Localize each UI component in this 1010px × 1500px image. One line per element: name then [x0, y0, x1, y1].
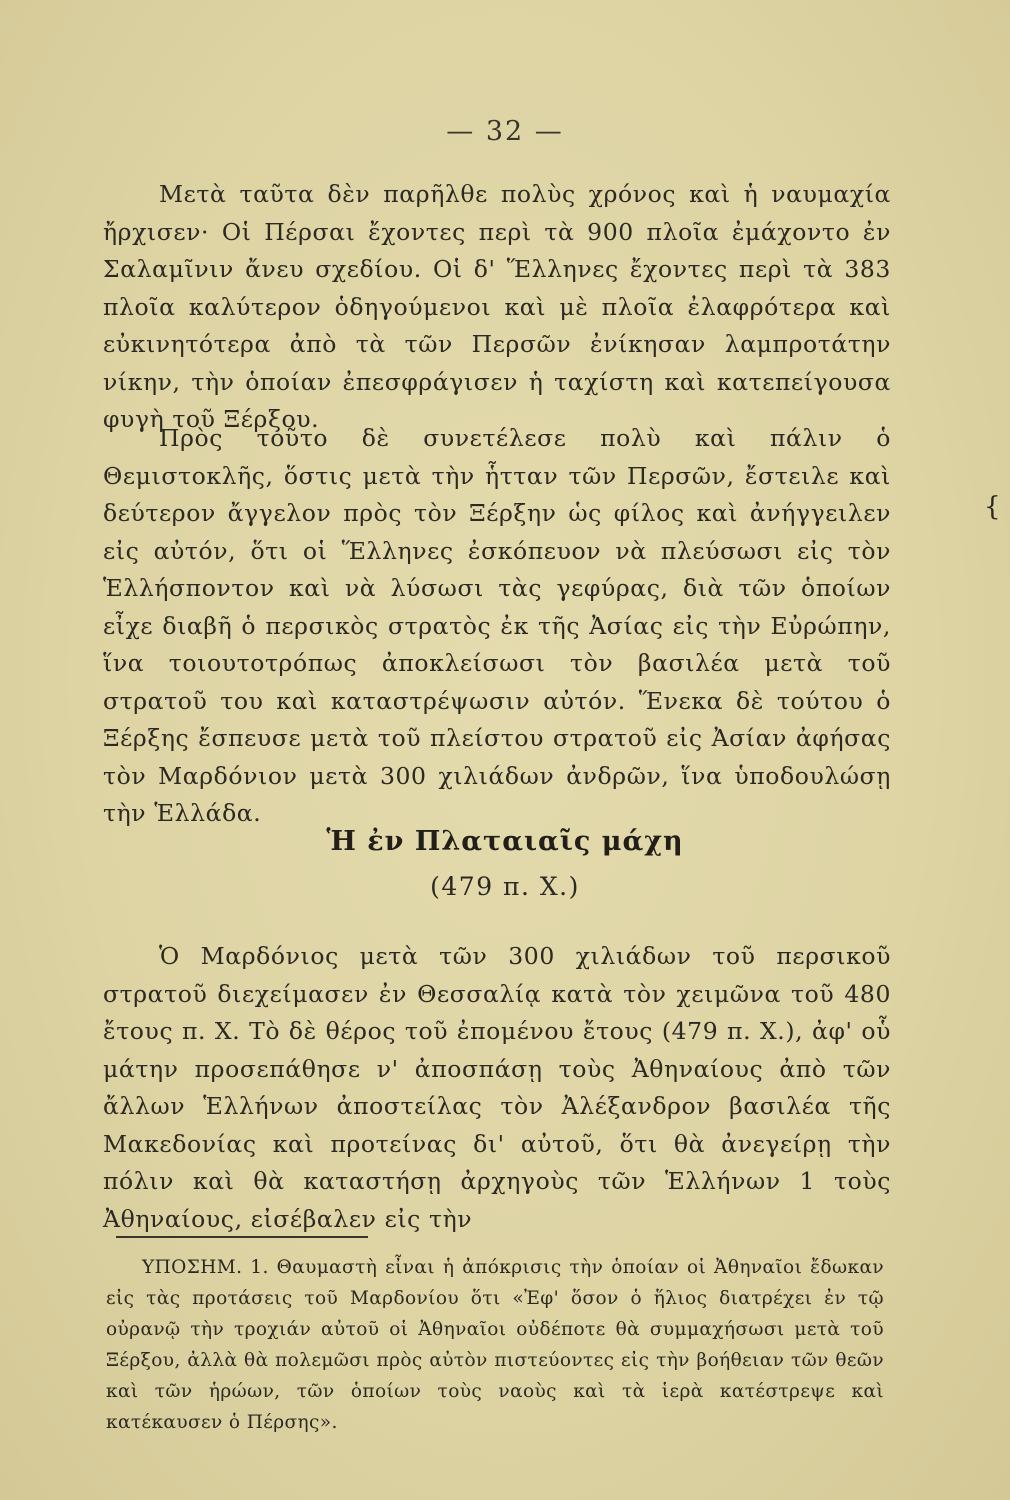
margin-brace-mark: { [984, 492, 1001, 522]
page-number: — 32 — [446, 116, 564, 147]
paragraph-text: Ὁ Μαρδόνιος μετὰ τῶν 300 χιλιάδων τοῦ περσικοῦ στρατοῦ διεχείμασεν ἐν Θεσσαλίᾳ κατὰ τὸν χειμῶνα τοῦ 480 ἔτους π. Χ. Τὸ δὲ θέρος τοῦ ἐπομένου ἔτους (479 π. Χ.), ἀφ' οὗ μάτην προσεπάθησε ν' ἀποσπάσῃ τοὺς Ἀθηναίους ἀπὸ τῶν ἄλλων Ἑλλήνων ἀποστείλας τὸν Ἀλέξανδρον βασιλέα τῆς Μακεδονίας καὶ προτείνας δι' αὐτοῦ, ὅτι θὰ ἀνεγείρῃ τὴν πόλιν καὶ θὰ καταστήσῃ ἀρχηγοὺς τῶν Ἑλλήνων 1 τοὺς Ἀθηναίους, εἰσέβαλεν εἰς τὴν [103, 942, 891, 1233]
paragraph-text: Μετὰ ταῦτα δὲν παρῆλθε πολὺς χρόνος καὶ ἡ ναυμαχία ἤρχισεν· Οἱ Πέρσαι ἔχοντες περὶ τὰ 900 πλοῖα ἐμάχοντο ἐν Σαλαμῖνιν ἄνευ σχεδίου. Οἱ δ' Ἕλληνες ἔχοντες περὶ τὰ 383 πλοῖα καλύτερον ὁδηγούμενοι καὶ μὲ πλοῖα ἐλαφρότερα καὶ εὐκινητότερα ἀπὸ τὰ τῶν Περσῶν ἐνίκησαν λαμπροτάτην νίκην, τὴν ὁποίαν ἐπεσφράγισεν ἡ ταχίστη καὶ κατεπείγουσα φυγὴ τοῦ Ξέρξου. [103, 180, 891, 433]
footnote [106, 1252, 884, 1438]
paragraph-text: Πρὸς τοῦτο δὲ συνετέλεσε πολὺ καὶ πάλιν ὁ Θεμιστοκλῆς, ὅστις μετὰ τὴν ἧτταν τῶν Περσῶν, ἔστειλε καὶ δεύτερον ἄγγελον πρὸς τὸν Ξέρξην ὡς φίλος καὶ ἀνήγγειλεν εἰς αὐτόν, ὅτι οἱ Ἕλληνες ἐσκόπευον νὰ πλεύσωσι εἰς τὸν Ἑλλήσποντον καὶ νὰ λύσωσι τὰς γεφύρας, διὰ τῶν ὁποίων εἶχε διαβῆ ὁ περσικὸς στρατὸς ἐκ τῆς Ἀσίας εἰς τὴν Εὐρώπην, ἵνα τοιουτοτρόπως ἀποκλείσωσι τὸν βασιλέα μετὰ τοῦ στρατοῦ του καὶ καταστρέψωσιν αὐτόν. Ἕνεκα δὲ τούτου ὁ Ξέρξης ἔσπευσε μετὰ τοῦ πλείστου στρατοῦ εἰς Ἀσίαν ἀφήσας τὸν Μαρδόνιον μετὰ 300 χιλιάδων ἀνδρῶν, ἵνα ὑποδουλώσῃ τὴν Ἑλλάδα. [103, 424, 891, 827]
section-title: Ἡ ἐν Πλαταιαῖς μάχη [326, 826, 684, 857]
paragraph-mardonius [103, 938, 891, 1238]
paragraph-salamis-battle [103, 176, 891, 439]
section-date: (479 π. Χ.) [430, 872, 580, 901]
footnote-text: ΥΠΟΣΗΜ. 1. Θαυμαστὴ εἶναι ἡ ἀπόκρισις τὴν ὁποίαν οἱ Ἀθηναῖοι ἔδωκαν εἰς τὰς προτάσεις τοῦ Μαρδονίου ὅτι «Ἐφ' ὅσον ὁ ἥλιος διατρέχει ἐν τῷ οὐρανῷ τὴν τροχιάν αὐτοῦ οἱ Ἀθηναῖοι οὐδέποτε θὰ συμμαχήσωσι μετὰ τοῦ Ξέρξου, ἀλλὰ θὰ πολεμῶσι πρὸς αὐτὸν πιστεύοντες εἰς τὴν βοήθειαν τῶν θεῶν καὶ τῶν ἡρώων, τῶν ὁποίων τοὺς ναοὺς καὶ τὰ ἱερὰ κατέστρεψε καὶ κατέκαυσεν ὁ Πέρσης». [106, 1257, 884, 1433]
paragraph-themistocles-message [103, 420, 891, 833]
footnote-divider [116, 1236, 368, 1238]
